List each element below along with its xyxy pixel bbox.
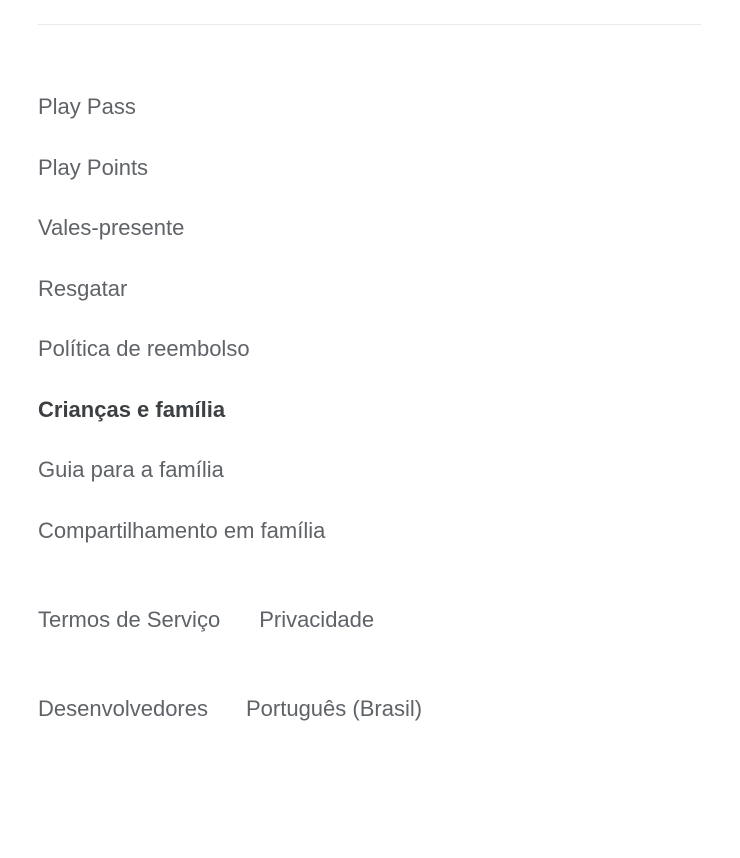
play-store-footer	[0, 24, 740, 858]
footer-link-privacy[interactable]: Privacidade	[259, 606, 375, 632]
footer-link-refund-policy[interactable]: Política de reembolso	[38, 336, 250, 361]
language-selector[interactable]: Português (Brasil)	[245, 695, 423, 721]
footer-meta-row	[38, 695, 701, 721]
footer-link-play-points[interactable]: Play Points	[38, 154, 149, 180]
footer-link-family-guide[interactable]: Guia para a família	[38, 457, 224, 482]
footer-links-nav	[38, 96, 701, 542]
footer-top-divider	[38, 24, 701, 25]
footer-link-play-pass[interactable]: Play Pass	[38, 94, 136, 119]
footer-link-family-sharing[interactable]: Compartilhamento em família	[38, 517, 326, 543]
footer-link-developers[interactable]: Desenvolvedores	[38, 695, 208, 721]
footer-link-gift-cards[interactable]: Vales-presente	[38, 215, 185, 240]
footer-legal-row	[38, 606, 701, 632]
footer-section-heading-kids-family: Crianças e família	[38, 396, 226, 422]
footer-link-terms-of-service[interactable]: Termos de Serviço	[38, 606, 221, 632]
footer-link-redeem[interactable]: Resgatar	[38, 275, 128, 301]
